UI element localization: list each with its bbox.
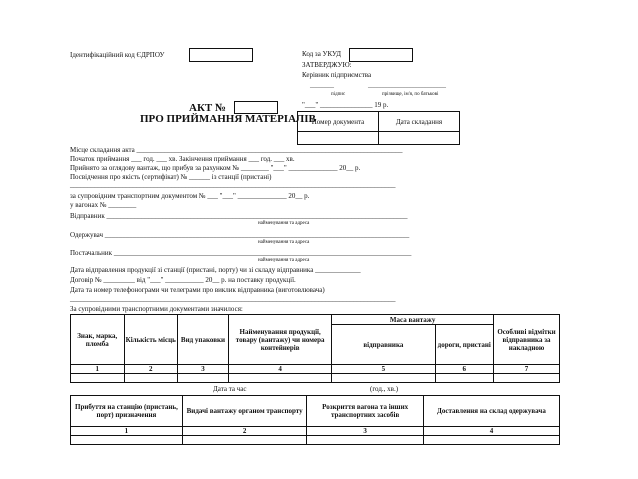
doc-number-header: Номер документа — [298, 112, 379, 132]
col-mass-header: Маса вантажу — [332, 315, 494, 325]
wagons-field: у вагонах № ________ — [70, 201, 137, 209]
col-places-header: Кількість місць — [124, 315, 178, 365]
approve-label: ЗАТВЕРДЖУЮ: — [302, 61, 352, 69]
blank-line: _____________________________________________________________________________________________ — [70, 181, 396, 189]
col-notes-header: Особливі відмітки відправника за накладною — [494, 315, 560, 365]
edrpou-code-field[interactable] — [189, 48, 253, 62]
sender-field: Відправник ______________________________________________________________________________________ — [70, 212, 408, 220]
col-number: 6 — [435, 365, 493, 374]
transport-docs-note: За супровідними транспортними документами значилося: — [70, 305, 243, 313]
sign-caption: підпис — [331, 92, 346, 97]
col-delivery-header: Доставлення на склад одержувача — [423, 396, 559, 427]
col-mass-road-header: дороги, пристані — [435, 325, 493, 365]
col-number: 3 — [307, 427, 423, 436]
col-number: 1 — [71, 365, 125, 374]
transport-doc-field: за супровідним транспортним документом № ___ "___" ______________ 20__ р. — [70, 192, 310, 200]
act-title: ПРО ПРИЙМАННЯ МАТЕРІАЛІВ — [140, 113, 316, 125]
dispatch-date-field: Дата відправлення продукції зі станції (пристані, порту) чи зі складу відправника _____________ — [70, 266, 361, 274]
col-product-header: Найменування продукції, товару (вантажу) чи номера контейнерів — [229, 315, 332, 365]
col-number: 1 — [71, 427, 183, 436]
doc-number-date-table — [297, 111, 460, 145]
col-number: 2 — [182, 427, 307, 436]
received-field: Прийнято за оглядову вантаж, що прибув за рахунком № ________ "___" ______________ 20__ р. — [70, 164, 361, 172]
col-number: 5 — [332, 365, 435, 374]
receiver-caption: найменування та адреса — [258, 240, 310, 245]
col-release-header: Видачі вантажу органом транспорту — [182, 396, 307, 427]
date-time-label: Дата та час — [213, 385, 247, 393]
table-row[interactable] — [71, 374, 560, 383]
name-caption: прізвище, ім'я, по батькові — [382, 92, 439, 97]
ukud-code-field[interactable] — [349, 48, 413, 62]
hours-label: (год., хв.) — [370, 385, 399, 393]
table-row[interactable] — [71, 436, 560, 445]
col-number: 4 — [423, 427, 559, 436]
cargo-table — [70, 314, 560, 383]
col-mass-sender-header: відправника — [332, 325, 435, 365]
events-table — [70, 395, 560, 445]
col-number: 2 — [124, 365, 178, 374]
certificate-field: Посвідчення про якість (сертифікат) № ______ із станції (пристані) — [70, 173, 272, 181]
doc-date-header: Дата складання — [379, 112, 460, 132]
sender-caption: найменування та адреса — [258, 221, 310, 226]
sign-line: ________ — [310, 83, 334, 89]
doc-date-cell[interactable] — [379, 132, 460, 145]
place-field: Місце складання акта ____________________________________________________________________________ — [70, 146, 403, 154]
contract-field: Договір № _________ від "___" ___________ 20__ р. на поставку продукції. — [70, 276, 296, 284]
phone-line: _____________________________________________________________________________________________ — [70, 295, 396, 303]
head-label: Керівник підприємства — [302, 71, 372, 79]
col-number: 4 — [229, 365, 332, 374]
col-packaging-header: Вид упаковки — [178, 315, 229, 365]
phone-field: Дата та номер телефонограми чи телеграми про виклик відправника (виготовлювача) — [70, 286, 325, 294]
ukud-label: Код за УКУД — [302, 50, 342, 58]
supplier-caption: найменування та адреса — [258, 258, 310, 263]
receiver-field: Одержувач _______________________________________________________________________________________ — [70, 231, 410, 239]
col-number: 7 — [494, 365, 560, 374]
col-arrival-header: Прибуття на станцію (пристань, порт) призначення — [71, 396, 183, 427]
col-opening-header: Розкриття вагона та інших транспортних засобів — [307, 396, 423, 427]
edrpou-label: Ідентифікаційний код ЄДРПОУ — [70, 51, 165, 59]
start-end-field: Початок приймання ___ год. ___ хв. Закінчення приймання ___ год. ___ хв. — [70, 155, 295, 163]
supplier-field: Постачальник _____________________________________________________________________________________ — [70, 249, 412, 257]
col-number: 3 — [178, 365, 229, 374]
col-mark-header: Знак, марка, пломба — [71, 315, 125, 365]
name-line: __________________________ — [368, 83, 446, 89]
approve-date-line: "___" _______________ 19 р. — [302, 101, 389, 109]
doc-number-cell[interactable] — [298, 132, 379, 145]
act-number-label: АКТ № — [189, 102, 227, 114]
